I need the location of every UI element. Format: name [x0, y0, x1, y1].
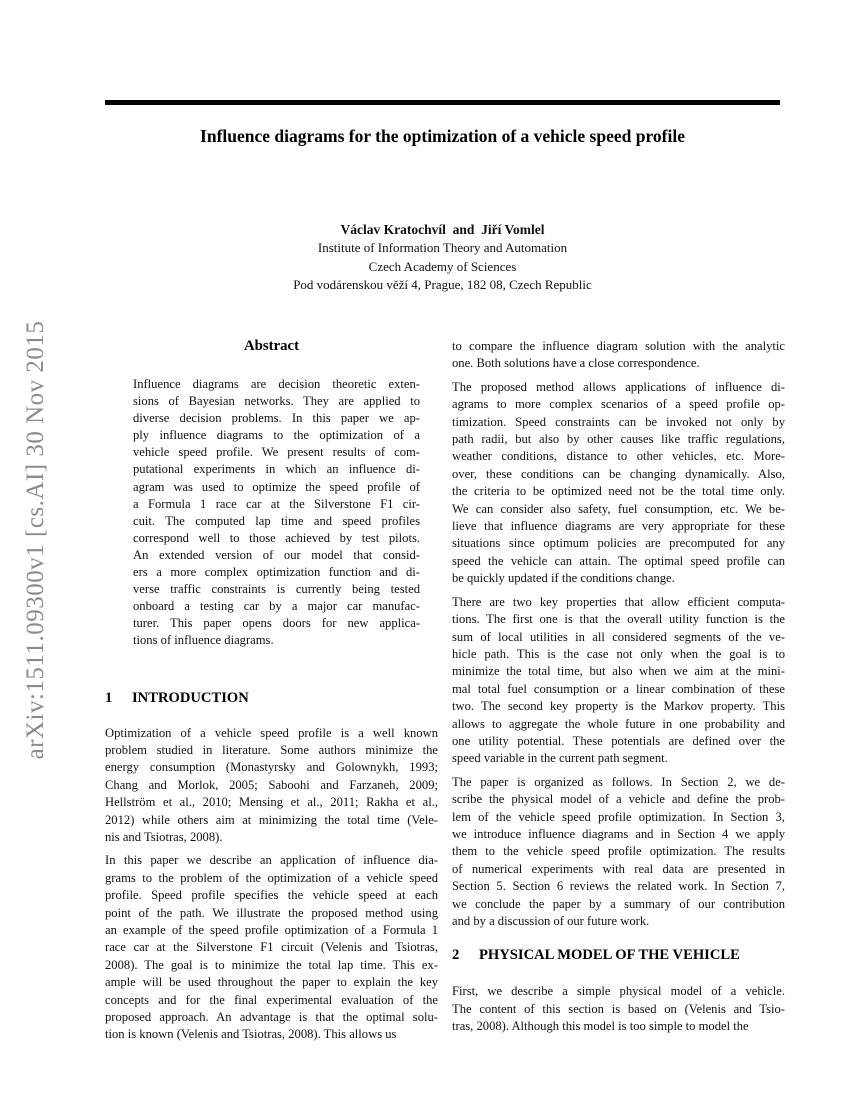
text-line: tions of influence diagrams.: [133, 633, 274, 648]
section-heading-physical-model: [452, 945, 785, 965]
text-line: be quickly updated if the conditions change.: [452, 571, 675, 586]
text-line: a Formula 1 race car at the Silverstone F1 cir-: [133, 496, 420, 511]
text-line: energy consumption (Monastyrsky and Golownykh, 1993;: [105, 760, 438, 775]
text-line: There are two key properties that allow efficient computa-: [452, 594, 785, 609]
text-line: tras, 2008). Although this model is too simple to model the: [452, 1019, 749, 1034]
text-line: ply influence diagrams to the optimization of a: [133, 428, 420, 443]
affiliation-line: Pod vodárenskou věží 4, Prague, 182 08, Czech Republic: [293, 276, 592, 292]
text-line: Influence diagrams are decision theoretic exten-: [133, 377, 420, 391]
text-line: agram was used to optimize the speed profile of: [133, 479, 420, 494]
abstract-text: [133, 376, 420, 650]
text-line: tion is known (Velenis and Tsiotras, 2008). This allows us: [105, 1027, 397, 1042]
text-line: scribe the physical model of a vehicle and define the prob-: [452, 792, 785, 807]
text-line: problem studied in literature. Some authors minimize the: [105, 742, 438, 757]
text-line: we conclude the paper by a summary of our contribution: [452, 896, 785, 911]
text-line: 2008). The goal is to minimize the total lap time. This ex-: [105, 957, 438, 972]
affiliation-line: Institute of Information Theory and Automation: [317, 240, 568, 256]
text-line: over, these conditions can be changing dynamically. Also,: [452, 466, 785, 481]
text-line: tions. The first one is that the overall utility function is the: [452, 612, 785, 627]
text-line: The proposed method allows applications of influence di-: [452, 379, 785, 394]
text-line: two. The second key property is the Markov property. This: [452, 699, 785, 714]
text-line: 2012) while others aim at minimizing the total time (Vele-: [105, 812, 438, 827]
text-line: allows to aggregate the whole future in one probability and: [452, 716, 785, 731]
text-line: race car at the Silverstone F1 circuit (Velenis and Tsiotras,: [105, 940, 438, 955]
text-line: point of the path. We illustrate the proposed method using: [105, 905, 438, 920]
section-title: INTRODUCTION: [132, 689, 249, 706]
text-line: The content of this section is based on (Velenis and Tsio-: [452, 1001, 785, 1016]
text-line: sions of Bayesian networks. They are applied to: [133, 394, 420, 409]
paragraph-proposed-method: [452, 379, 785, 588]
text-line: concepts and for the final experimental evaluation of the: [105, 992, 438, 1007]
text-line: and by a discussion of our future work.: [452, 914, 650, 928]
paragraph-physical-model: [452, 983, 785, 1035]
text-line: to compare the influence diagram solution with the analytic: [452, 339, 785, 353]
text-line: speed variable in the current path segment.: [452, 751, 668, 766]
left-column: [105, 337, 438, 1044]
text-line: nis and Tsiotras, 2008).: [105, 829, 223, 844]
text-line: onboard a testing car by a major car manufac-: [133, 599, 420, 614]
abstract-heading: Abstract: [243, 338, 300, 354]
text-line: one utility potential. These potentials are defined over the: [452, 733, 785, 748]
section-heading-introduction: [105, 688, 438, 708]
text-line: one. Both solutions have a close correspondence.: [452, 356, 700, 371]
text-line: we introduce influence diagrams and in Section 4 we apply: [452, 826, 785, 841]
text-line: Chang and Morlok, 2005; Saboohi and Farzaneh, 2009;: [105, 777, 438, 792]
text-line: profile. Speed profile specifies the vehicle speed at each: [105, 888, 438, 903]
affiliation-line: Czech Academy of Sciences: [368, 258, 517, 274]
text-line: speed the vehicle can attain. The optimal speed profile can: [452, 553, 785, 568]
text-line: situations since optimum policies are precomputed for any: [452, 536, 785, 551]
text-line: First, we describe a simple physical model of a vehicle.: [452, 984, 785, 999]
text-line: an example of the speed profile optimization of a Formula 1: [105, 922, 438, 937]
text-line: grams to the problem of the optimization of a vehicle speed: [105, 870, 438, 885]
text-line: diverse decision problems. In this paper we ap-: [133, 411, 420, 426]
paragraph-organization: [452, 774, 785, 931]
author-names: Václav Kratochvíl and Jiří Vomlel: [340, 222, 545, 237]
right-column: [452, 338, 785, 1036]
author-block: [105, 221, 780, 294]
text-line: An extended version of our model that consid-: [133, 547, 420, 562]
text-line: lem of the vehicle speed profile optimization. In Section 3,: [452, 809, 785, 824]
text-line: In this paper we describe an application of influence dia-: [105, 853, 438, 868]
text-line: vehicle speed profile. We present results of com-: [133, 445, 420, 460]
paragraph-key-properties: [452, 594, 785, 768]
text-line: mal total fuel consumption or a linear combination of these: [452, 681, 785, 696]
text-line: minimize the total time, but also when we aim at the mini-: [452, 664, 785, 679]
text-line: hicle path. This is the case not only when the goal is to: [452, 646, 785, 661]
text-line: weather conditions, distance to other vehicles, etc. More-: [452, 449, 785, 464]
text-line: Section 5. Section 6 reviews the related work. In Section 7,: [452, 879, 785, 894]
text-line: correspond well to those achieved by test pilots.: [133, 530, 420, 545]
paragraph-intro-2: [105, 852, 438, 1043]
section-title: PHYSICAL MODEL OF THE VEHICLE: [479, 947, 740, 964]
text-line: sum of local utilities in all considered segments of the ve-: [452, 629, 785, 644]
paper-title: Influence diagrams for the optimization of a vehicle speed profile: [200, 126, 685, 146]
text-line: the criteria to be optimized need not be the total time only.: [452, 484, 785, 499]
text-line: Optimization of a vehicle speed profile is a well known: [105, 725, 438, 740]
text-line: agrams to more complex scenarios of a speed profile op-: [452, 397, 785, 412]
text-line: putational experiments in which an influence di-: [133, 462, 420, 477]
paragraph-intro-1: [105, 725, 438, 847]
text-line: turer. This paper opens doors for new applica-: [133, 616, 420, 631]
text-line: timization. Speed constraints can be invoked not only by: [452, 414, 785, 429]
text-line: The paper is organized as follows. In Section 2, we de-: [452, 774, 785, 789]
text-line: proposed approach. An advantage is that the optimal solu-: [105, 1010, 438, 1024]
text-line: ample will be used throughout the paper to explain the key: [105, 975, 438, 990]
text-line: of numerical experiments with real data are presented in: [452, 861, 785, 876]
text-line: ers a more complex optimization function and di-: [133, 565, 420, 580]
section-number: 2: [452, 947, 460, 964]
arxiv-watermark: arXiv:1511.09300v1 [cs.AI] 30 Nov 2015: [22, 320, 49, 760]
section-number: 1: [105, 689, 113, 706]
text-line: cuit. The computed lap time and speed profiles: [133, 513, 420, 528]
text-line: Hellström et al., 2010; Mensing et al., 2011; Rakha et al.,: [105, 795, 438, 810]
paragraph-continuation: [452, 338, 785, 373]
text-line: path radii, but also by other causes like traffic regulations,: [452, 432, 785, 447]
text-line: lieve that influence diagrams are very appropriate for these: [452, 519, 785, 534]
title-rule: [105, 100, 780, 105]
text-line: We can consider also safety, fuel consumption, etc. We be-: [452, 501, 785, 516]
text-line: them to the vehicle speed profile optimization. The results: [452, 844, 785, 859]
text-line: verse traffic constraints is currently being tested: [133, 582, 420, 597]
